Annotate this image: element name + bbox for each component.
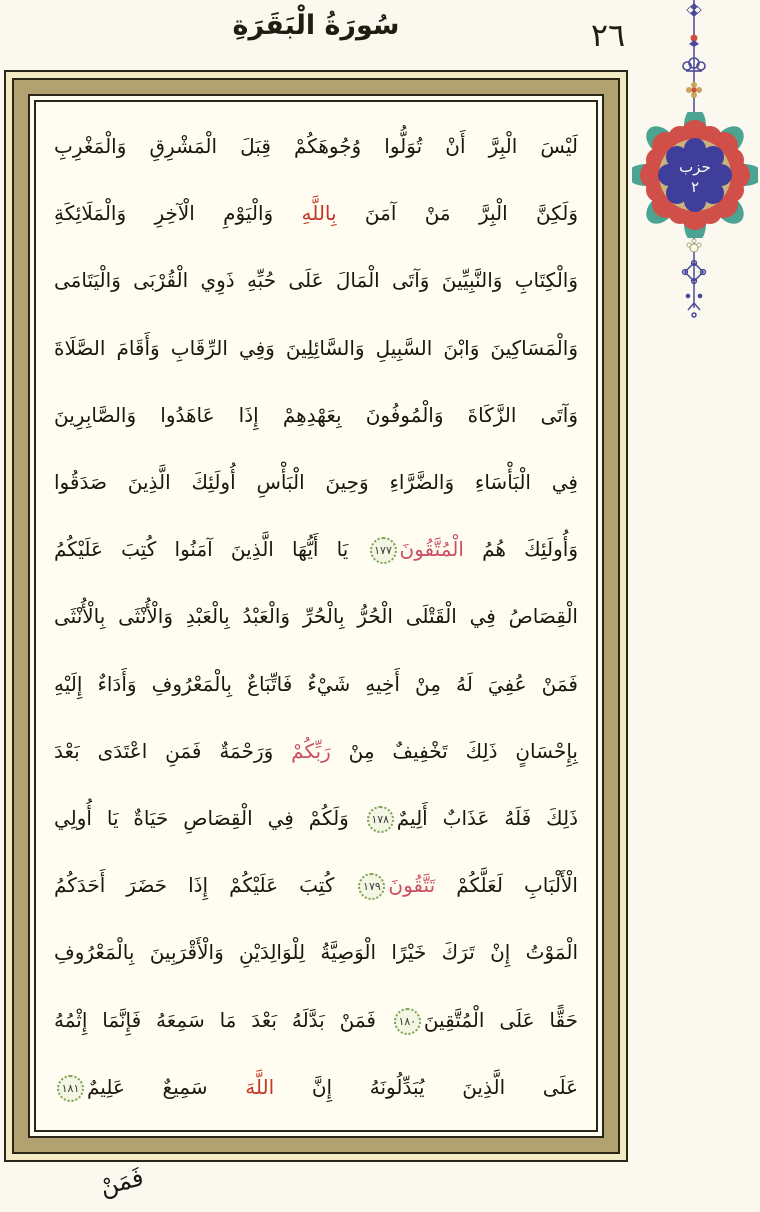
white-flower-icon (687, 239, 701, 252)
highlighted-word: تَتَّقُونَ (388, 873, 436, 898)
highlighted-word: بِاللَّهِ (301, 201, 337, 226)
mushaf-line (54, 584, 578, 651)
catchword: فَمَنْ (97, 1163, 147, 1201)
page-frame-outer (4, 70, 628, 1162)
mushaf-line (54, 1055, 578, 1122)
quran-text: وَلَكِنَّ الْبِرَّ مَنْ آمَنَ (336, 201, 578, 226)
highlighted-word: رَبِّكُمْ (291, 738, 331, 763)
quran-text: يَا أَيُّهَا الَّذِينَ آمَنُوا كُتِبَ عَلَيْكُمُ (54, 537, 367, 562)
verse-number-marker: ١٧٨ (367, 806, 394, 833)
mushaf-lines (36, 102, 596, 1130)
verse-number-marker: ١٧٧ (370, 537, 397, 564)
mushaf-line (54, 652, 578, 719)
quran-text: وَآتَى الزَّكَاةَ وَالْمُوفُونَ بِعَهْدِهِمْ إِذَا عَاهَدُوا وَالصَّابِرِينَ (54, 402, 578, 427)
quran-text: سَمِيعٌ عَلِيمٌ (87, 1074, 246, 1099)
quran-text: بِإِحْسَانٍ ذَلِكَ تَخْفِيفٌ مِنْ (330, 738, 578, 763)
hizb-label: حزب (679, 158, 711, 176)
mushaf-line (54, 920, 578, 987)
page-frame-inner (28, 94, 604, 1138)
quran-text: وَالْمَسَاكِينَ وَابْنَ السَّبِيلِ وَالسَّائِلِينَ وَفِي الرِّقَابِ وَأَقَامَ الصَّلَاةَ (54, 335, 578, 360)
mushaf-line (54, 248, 578, 315)
mushaf-line (54, 181, 578, 248)
surah-title: سُورَةُ الْبَقَرَةِ (232, 10, 400, 41)
quran-text: فَمَنْ عُفِيَ لَهُ مِنْ أَخِيهِ شَيْءٌ فَاتِّبَاعٌ بِالْمَعْرُوفِ وَأَدَاءٌ إِلَيْهِ (54, 671, 578, 696)
quran-text: وَلَكُمْ فِي الْقِصَاصِ حَيَاةٌ يَا أُولِي (54, 806, 364, 831)
quran-text: لَيْسَ الْبِرَّ أَنْ تُوَلُّوا وُجُوهَكُمْ قِبَلَ الْمَشْرِقِ وَالْمَغْرِبِ (54, 134, 578, 158)
mushaf-line (54, 517, 578, 584)
quran-text: الْقِصَاصُ فِي الْقَتْلَى الْحُرُّ بِالْحُرِّ وَالْعَبْدُ بِالْعَبْدِ وَالْأُنْثَى بِالْأُنْثَى (54, 604, 578, 629)
mushaf-line (54, 114, 578, 181)
diamond-ornament-icon (687, 3, 701, 17)
mushaf-line (54, 988, 578, 1055)
page-frame-rule (34, 100, 598, 1132)
quran-text: الْمَوْتُ إِنْ تَرَكَ خَيْرًا الْوَصِيَّةُ لِلْوَالِدَيْنِ وَالْأَقْرَبِينَ بِالْمَعْرُوفِ (54, 940, 578, 965)
mushaf-line (54, 719, 578, 786)
hizb-medallion (632, 112, 758, 238)
highlighted-word: الْمُتَّقُونَ (399, 537, 464, 562)
verse-number-marker: ١٨١ (57, 1075, 84, 1102)
quran-text: وَالْيَوْمِ الْآخِرِ وَالْمَلَائِكَةِ (54, 201, 302, 226)
tulip-ornament-icon (689, 35, 699, 48)
mushaf-line (54, 383, 578, 450)
mushaf-line (54, 853, 578, 920)
mushaf-line (54, 450, 578, 517)
page-number: ٢٦ (590, 16, 626, 54)
quran-text: فِي الْبَأْسَاءِ وَالضَّرَّاءِ وَحِينَ الْبَأْسِ أُولَئِكَ الَّذِينَ صَدَقُوا (54, 470, 578, 495)
quran-text: عَلَى الَّذِينَ يُبَدِّلُونَهُ إِنَّ (274, 1074, 578, 1099)
quran-text: الْأَلْبَابِ لَعَلَّكُمْ (435, 873, 578, 898)
quran-text: وَرَحْمَةٌ فَمَنِ اعْتَدَى بَعْدَ (54, 738, 292, 763)
mushaf-line (54, 786, 578, 853)
quran-text: فَمَنْ بَدَّلَهُ بَعْدَ مَا سَمِعَهُ فَإِنَّمَا إِثْمُهُ (54, 1007, 391, 1032)
quran-text: ذَلِكَ فَلَهُ عَذَابٌ أَلِيمٌ (396, 806, 578, 831)
page-frame-band (12, 78, 620, 1154)
hizb-number: ٢ (690, 178, 700, 196)
quran-text: وَأُولَئِكَ هُمُ (463, 537, 578, 562)
quran-text: حَقًّا عَلَى الْمُتَّقِينَ (423, 1007, 578, 1032)
verse-number-marker: ١٧٩ (358, 873, 385, 900)
mushaf-line (54, 316, 578, 383)
highlighted-word: اللَّهَ (245, 1074, 275, 1099)
star-flower-icon (686, 82, 702, 98)
quran-text: كُتِبَ عَلَيْكُمْ إِذَا حَضَرَ أَحَدَكُمُ (54, 873, 356, 898)
quran-text: وَالْكِتَابِ وَالنَّبِيِّينَ وَآتَى الْمَالَ عَلَى حُبِّهِ ذَوِي الْقُرْبَى وَالْيَتَامَى (54, 268, 578, 293)
verse-number-marker: ١٨٠ (394, 1008, 421, 1035)
